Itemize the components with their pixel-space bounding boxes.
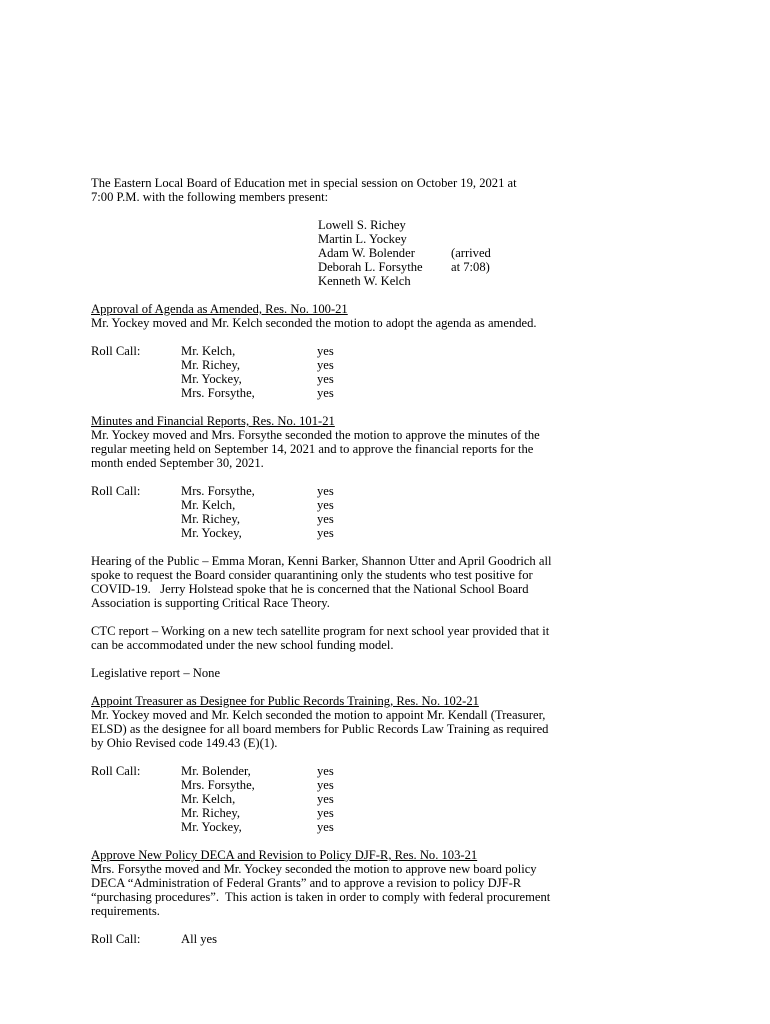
section-body-line: Mr. Yockey moved and Mr. Kelch seconded the motion to adopt the agenda as amended. <box>91 316 537 330</box>
roll-call-vote: yes <box>317 778 334 792</box>
roll-call-vote: yes <box>317 806 334 820</box>
paragraph-line: CTC report – Working on a new tech satellite program for next school year provided that it <box>91 624 550 638</box>
roll-call-vote: yes <box>317 792 334 806</box>
section-body-line: by Ohio Revised code 149.43 (E)(1). <box>91 736 278 750</box>
roll-call-member: Mr. Bolender, <box>181 764 251 778</box>
paragraph-line: can be accommodated under the new school funding model. <box>91 638 394 652</box>
section-heading: Approve New Policy DECA and Revision to Policy DJF-R, Res. No. 103-21 <box>91 848 478 862</box>
public-hearing-paragraph <box>91 554 691 610</box>
roll-call-vote: yes <box>317 526 334 540</box>
members-present-list <box>318 218 491 288</box>
roll-call-member: Mr. Richey, <box>181 358 240 372</box>
section-body-line: month ended September 30, 2021. <box>91 456 264 470</box>
section-body-line: requirements. <box>91 904 160 918</box>
member-name: Kenneth W. Kelch <box>318 274 411 288</box>
roll-call-vote: yes <box>317 498 334 512</box>
roll-call-label: Roll Call: <box>91 764 141 778</box>
roll-call-label: Roll Call: <box>91 932 141 946</box>
roll-call-vote: yes <box>317 386 334 400</box>
policy-deca-resolution <box>91 848 691 918</box>
section-body-line: DECA “Administration of Federal Grants” and to approve a revision to policy DJF-R <box>91 876 522 890</box>
intro-line: 7:00 P.M. with the following members present: <box>91 190 329 204</box>
member-name: Martin L. Yockey <box>318 232 407 246</box>
roll-call-member: Mrs. Forsythe, <box>181 778 255 792</box>
paragraph-line: Legislative report – None <box>91 666 221 680</box>
roll-call-member: Mrs. Forsythe, <box>181 484 255 498</box>
roll-call-vote: yes <box>317 764 334 778</box>
section-heading: Approval of Agenda as Amended, Res. No. 100-21 <box>91 302 348 316</box>
roll-call-label: Roll Call: <box>91 344 141 358</box>
intro-line: The Eastern Local Board of Education met in special session on October 19, 2021 at <box>91 176 517 190</box>
roll-call-member: Mr. Richey, <box>181 806 240 820</box>
roll-call-vote: yes <box>317 512 334 526</box>
roll-call-label: Roll Call: <box>91 484 141 498</box>
arrival-note: (arrived at 7:08) <box>451 246 491 274</box>
agenda-resolution <box>91 302 691 330</box>
member-name: Lowell S. Richey <box>318 218 406 232</box>
roll-call-member: Mr. Yockey, <box>181 820 242 834</box>
roll-call-member: Mrs. Forsythe, <box>181 386 255 400</box>
section-body-line: “purchasing procedures”. This action is taken in order to comply with federal procurement <box>91 890 551 904</box>
section-heading: Appoint Treasurer as Designee for Public Records Training, Res. No. 102-21 <box>91 694 479 708</box>
paragraph-line: COVID-19. Jerry Holstead spoke that he is concerned that the National School Board <box>91 582 529 596</box>
roll-call-vote: yes <box>317 344 334 358</box>
section-heading: Minutes and Financial Reports, Res. No. 101-21 <box>91 414 335 428</box>
roll-call-member: Mr. Kelch, <box>181 498 236 512</box>
roll-call-member: Mr. Richey, <box>181 512 240 526</box>
section-body-line: Mr. Yockey moved and Mr. Kelch seconded the motion to appoint Mr. Kendall (Treasurer, <box>91 708 546 722</box>
ctc-report-paragraph <box>91 624 691 652</box>
roll-call-member: Mr. Yockey, <box>181 526 242 540</box>
section-body-line: Mr. Yockey moved and Mrs. Forsythe seconded the motion to approve the minutes of the <box>91 428 540 442</box>
section-body-line: regular meeting held on September 14, 2021 and to approve the financial reports for the <box>91 442 534 456</box>
legislative-report-paragraph <box>91 666 691 680</box>
section-body-line: ELSD) as the designee for all board members for Public Records Law Training as required <box>91 722 549 736</box>
roll-call-vote: yes <box>317 358 334 372</box>
roll-call-member: Mr. Yockey, <box>181 372 242 386</box>
roll-call-vote: yes <box>317 820 334 834</box>
paragraph-line: Association is supporting Critical Race Theory. <box>91 596 330 610</box>
member-name: Deborah L. Forsythe <box>318 260 423 274</box>
roll-call-member: Mr. Kelch, <box>181 792 236 806</box>
roll-call-member: Mr. Kelch, <box>181 344 236 358</box>
member-name: Adam W. Bolender <box>318 246 415 260</box>
minutes-financial-resolution <box>91 414 691 470</box>
section-body-line: Mrs. Forsythe moved and Mr. Yockey seconded the motion to approve new board policy <box>91 862 537 876</box>
treasurer-designee-resolution <box>91 694 691 750</box>
intro-paragraph <box>91 176 691 204</box>
roll-call-vote: yes <box>317 484 334 498</box>
roll-call-vote: yes <box>317 372 334 386</box>
roll-call-member: All yes <box>181 932 218 946</box>
paragraph-line: Hearing of the Public – Emma Moran, Kenni Barker, Shannon Utter and April Goodrich all <box>91 554 552 568</box>
paragraph-line: spoke to request the Board consider quarantining only the students who test positive for <box>91 568 533 582</box>
